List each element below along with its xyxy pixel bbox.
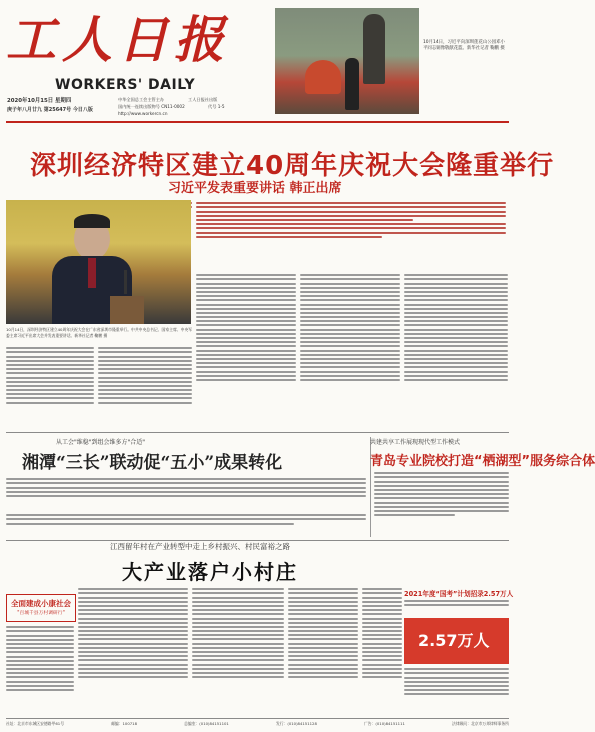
person-shape [345,58,359,110]
story2-body [6,476,366,510]
left-box-title: 全面建成小康社会 [11,599,71,608]
masthead-english: WORKERS' DAILY [55,77,196,93]
story4-body-col4 [362,586,402,716]
statue-shape [363,14,385,84]
masthead-publisher: 工人日报社出版 [188,97,218,102]
masthead-lunar: 庚子年八月廿九 第25647号 今日八版 [7,107,93,113]
flower-basket-shape [305,60,341,94]
speaker-tie-shape [88,258,96,288]
masthead-issn: 国内统一连续出版物号 CN11-0002 [118,104,185,109]
story4-body-col2 [192,586,284,716]
left-box-subtitle: "百城千县万村调研行" [17,611,65,616]
story2-headline: 湘潭“三长”联动促“五小”成果转化 [22,453,283,473]
lead-body [196,200,506,268]
masthead-rule [6,121,509,123]
left-column-body [6,624,74,716]
lead-body-col1 [6,345,94,428]
footer-editorial-phone: 总编室：(010)84151101 [184,721,229,726]
masthead-website: http://www.workercn.cn [118,111,168,116]
left-box [6,594,76,622]
section-rule-1 [6,432,509,433]
masthead-date: 2020年10月15日 星期四 [7,98,72,104]
story3-headline: 青岛专业院校打造“栖湖型”服务综合体 [370,454,595,469]
footer-postcode: 邮编：100718 [111,721,137,726]
ad-figure: 2.57万人 [418,631,490,651]
footer-rule [6,718,509,719]
footer-distribution-phone: 发行：(010)84151128 [275,721,317,726]
masthead-sponsor: 中华全国总工会主管主办 [118,97,165,102]
story4-body-col3 [288,586,358,716]
footer-ad-phone: 广告：(010)84151111 [364,721,405,726]
top-photo [275,8,419,114]
story3-body [374,470,509,536]
top-photo-caption [423,40,505,110]
story4-body-col1 [78,586,188,716]
story4-headline: 大产业落户小村庄 [122,560,298,584]
main-photo-caption [6,327,192,343]
microphone-shape [124,270,127,294]
story2-body-lower [6,512,366,536]
lead-subhead: 习近平发表重要讲话 韩正出席 [168,181,342,196]
ad-body-lower [404,668,509,718]
lead-body-col2 [98,345,192,428]
story4-kicker: 江西留年村在产业转型中走上乡村振兴、村民富裕之路 [110,542,290,551]
footer-address: 社址：北京市东城区安德路甲61号 [6,721,64,726]
masthead-post-code: 代号 1-5 [208,104,225,109]
main-photo [6,200,191,324]
story2-kicker: 从工会"维稳"到组会维多方"合适" [56,439,146,446]
footer-bar [6,721,509,729]
masthead-title: 工人日报 [6,10,230,69]
footer-legal-advisor: 法律顾问：北京市万邦律师事务所 [452,721,509,726]
podium-shape [110,296,144,324]
speaker-hair-shape [74,214,110,228]
lead-body-col4 [300,272,400,428]
ad-box [404,588,514,716]
main-photo-caption-text: 10月14日，深圳经济特区建立40周年庆祝大会在广东省深圳市隆重举行。中共中央总书记、国家主席、中央军委主席习近平出席大会并发表重要讲话。新华社记者 鞠鹏 摄 [6,327,192,339]
top-photo-caption-text: 10月14日，习近平向深圳莲花山公园邓小平同志铜像敬献花篮。新华社记者 鞠鹏 摄 [423,40,505,51]
lead-body-col5 [404,272,508,428]
lead-body-col3 [196,272,296,428]
story3-kicker: 共建共享工作展现现代型工作模式 [370,439,461,446]
ad-graphic [404,618,509,664]
ad-body [404,600,509,616]
lead-headline: 深圳经济特区建立40周年庆祝大会隆重举行 [30,151,555,181]
ad-title: 2021年度“国考”计划招录2.57万人 [404,590,514,598]
